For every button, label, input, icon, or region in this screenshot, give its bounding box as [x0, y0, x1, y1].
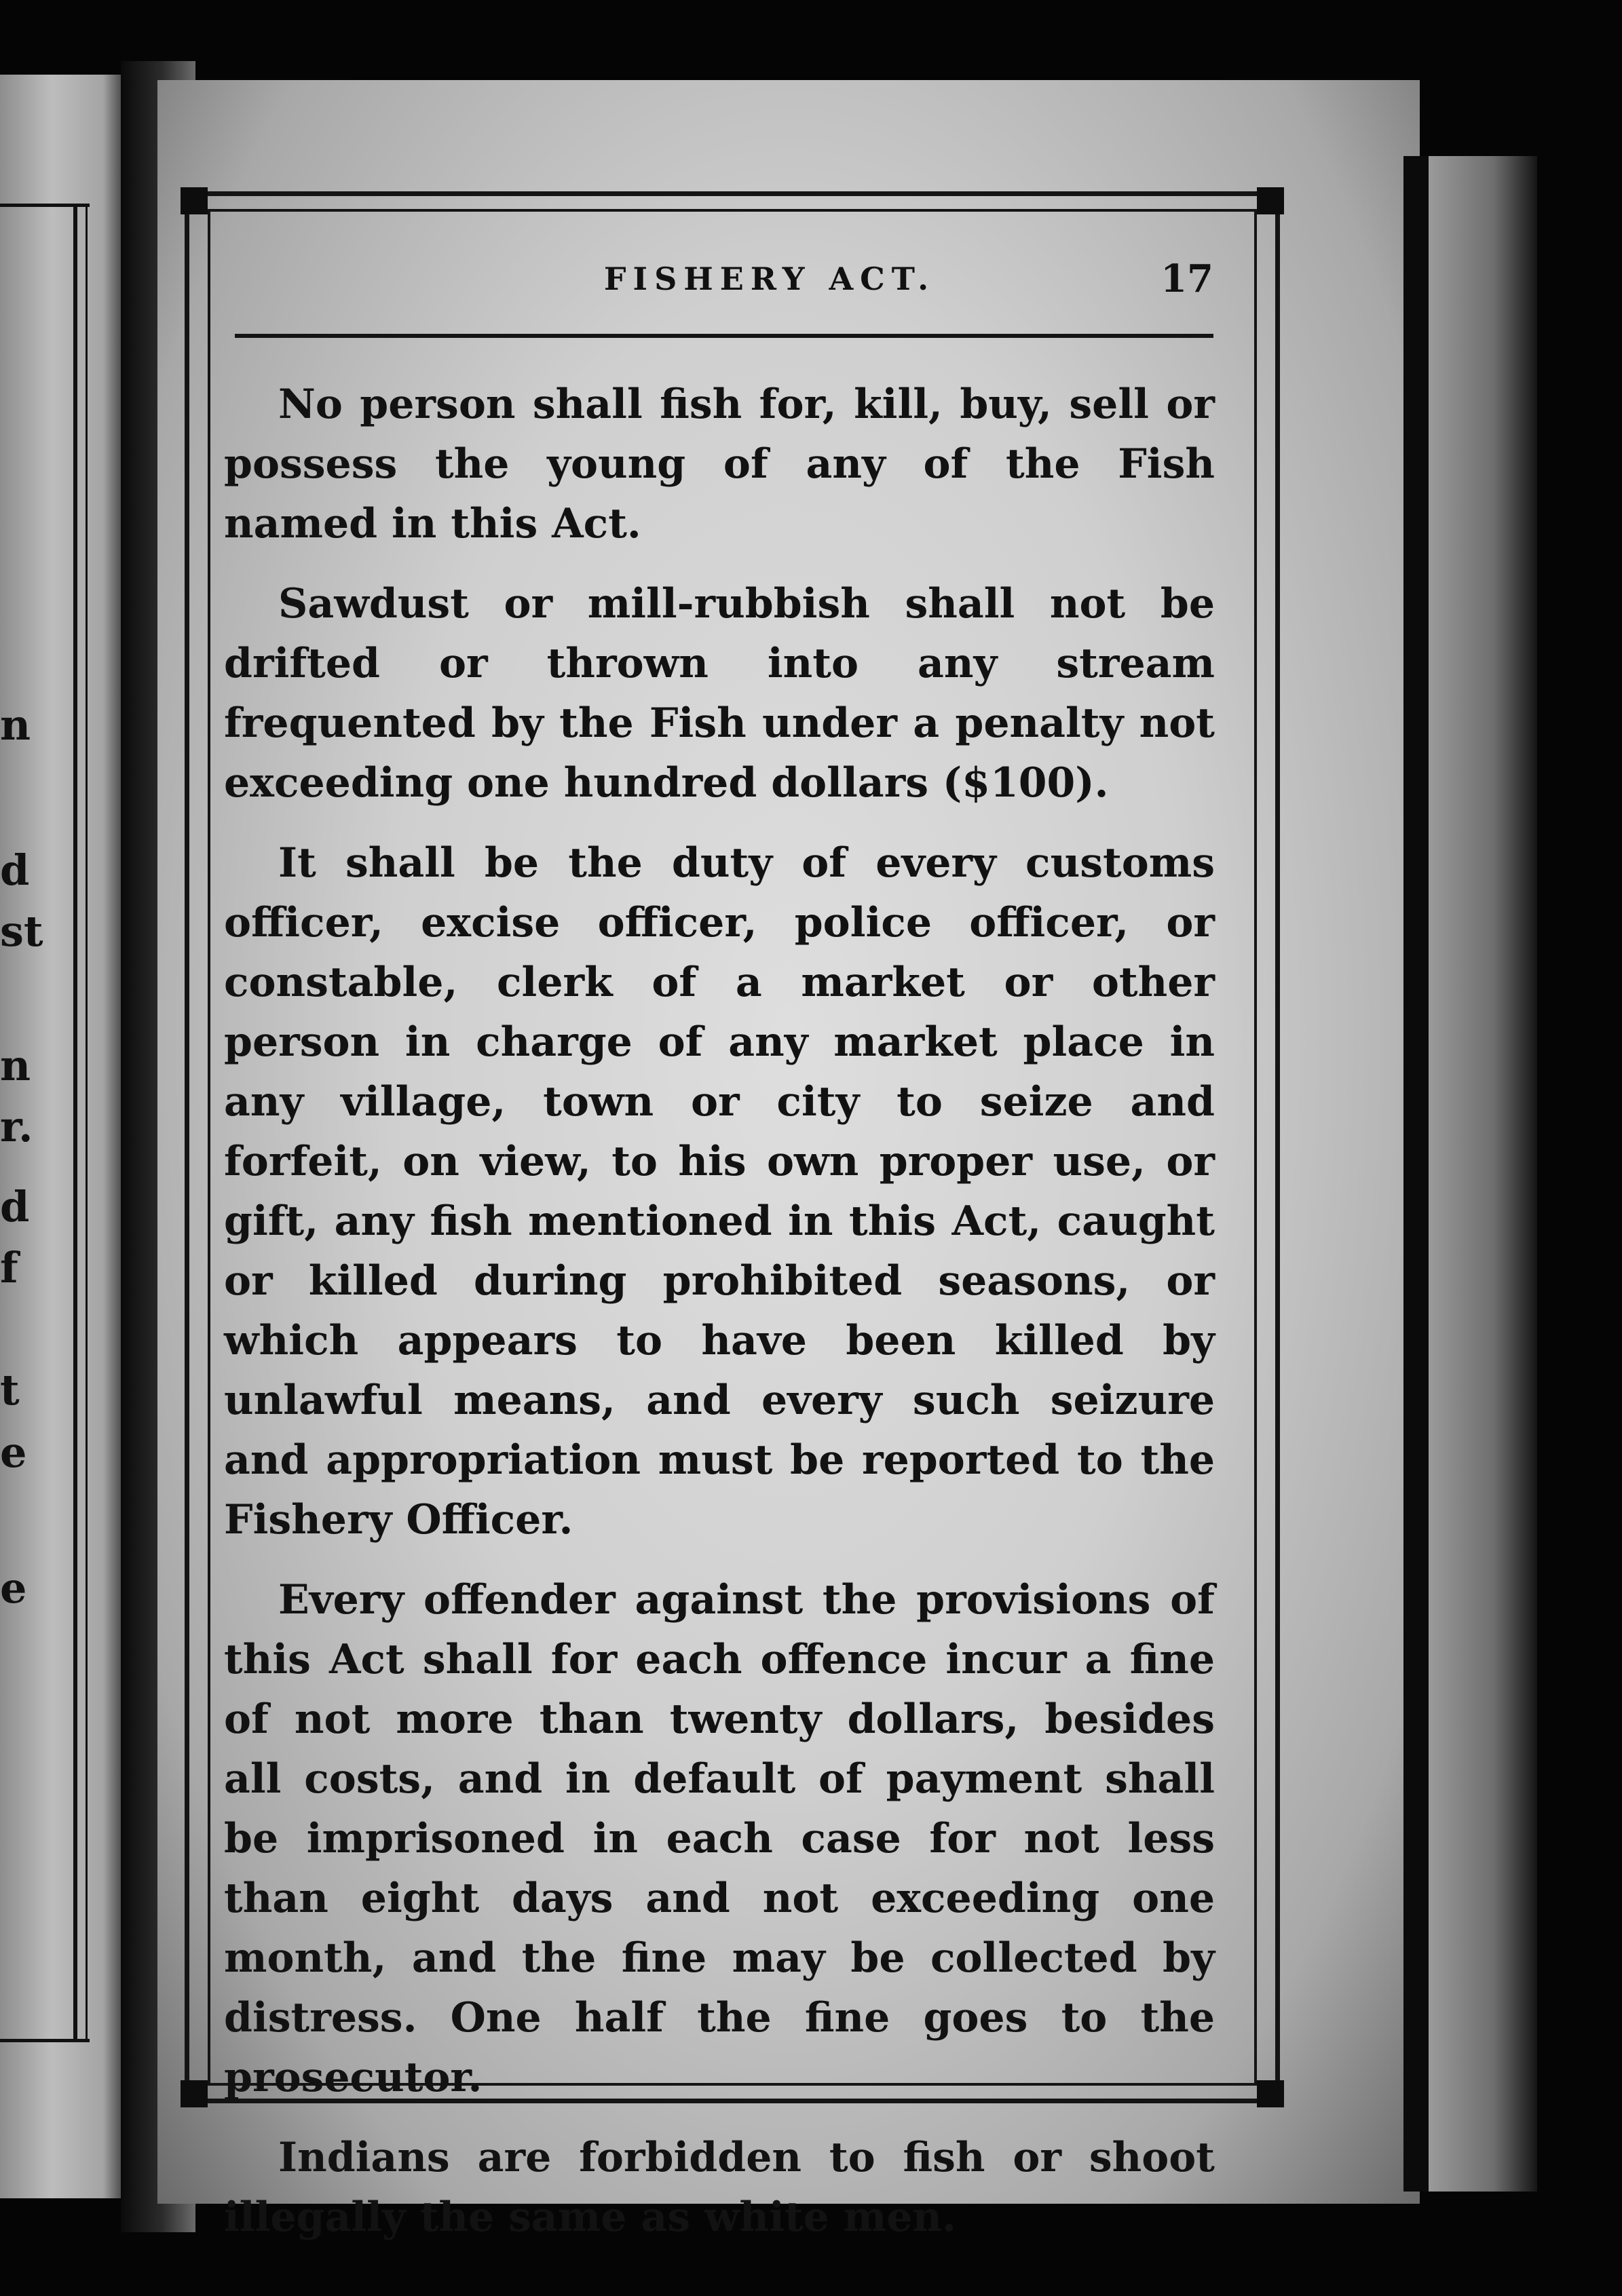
facing-page-fragment: n	[0, 700, 31, 750]
frame-corner-ornament	[181, 187, 208, 214]
paragraph-offender-fine: Every offender against the provisions of this Act shall for each offence incur a fine of not more than twenty dollars, besides all costs, and in default of payment shall be imprisoned in each case for not less than eight days and not exceeding one month, and the fine may be collected by distress. One half the fine goes to the prosecutor.	[224, 1576, 1215, 2101]
frame-corner-ornament	[181, 2080, 208, 2107]
facing-page-fragment: d	[0, 845, 30, 895]
frame-corner-ornament	[1257, 2080, 1284, 2107]
frame-corner-ornament	[1257, 187, 1284, 214]
paragraph-officer-duty: It shall be the duty of every customs officer, excise officer, police officer, or constable, clerk of a market or other person in charge of any market place in any village, town or city to seize and forfeit, on view, to his own proper use, or gift, any fish mentioned in this Act, caught or killed during prohibited seasons, or which appears to have been killed by unlawful means, and every such seizure and appropriation must be reported to the Fishery Officer.	[224, 839, 1215, 1544]
facing-page-frame-rule-inner	[86, 204, 88, 2042]
body-text	[224, 375, 1215, 2247]
page-number: 17	[1161, 256, 1213, 301]
paragraph-sawdust: Sawdust or mill-rubbish shall not be drifted or thrown into any stream frequented by the Fish under a penalty not exceeding one hundred dollars ($100).	[224, 580, 1215, 807]
running-head	[235, 255, 1213, 303]
paragraph-indians: Indians are forbidden to fish or shoot illegally the same as white men.	[224, 2134, 1215, 2241]
header-rule	[235, 334, 1213, 338]
facing-page-fragment: e	[0, 1563, 27, 1613]
facing-page-fragment: st	[0, 906, 43, 956]
running-head-title: FISHERY ACT.	[603, 261, 936, 297]
facing-page-fragment: t	[0, 1365, 20, 1415]
facing-page-fragment: e	[0, 1428, 27, 1477]
facing-page-fragment: r.	[0, 1102, 33, 1151]
facing-page-frame-rule	[73, 204, 77, 2042]
facing-page-fragment: d	[0, 1182, 30, 1231]
facing-page-fragment: f	[0, 1243, 18, 1293]
facing-page-left	[0, 75, 129, 2198]
facing-page-fragment: n	[0, 1041, 31, 1090]
page-edge-shadow	[1403, 156, 1431, 2192]
paragraph-young-fish: No person shall fish for, kill, buy, sell or possess the young of any of the Fish named in this Act.	[224, 381, 1215, 548]
facing-page-right	[1429, 156, 1537, 2192]
